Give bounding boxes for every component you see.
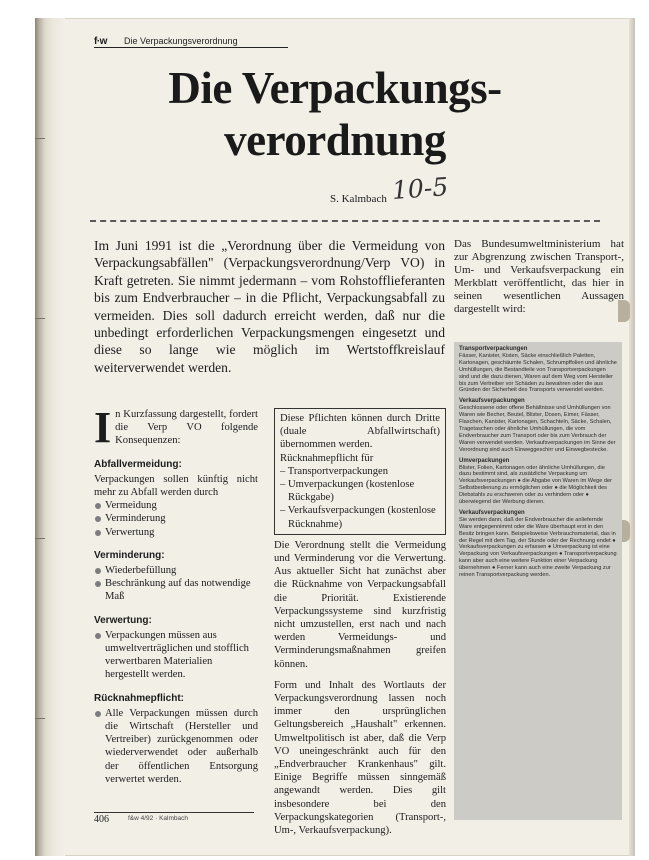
list-item: Vermeidung <box>94 499 258 512</box>
list-item: – Umverpackungen (kostenlose Rückgabe) <box>280 478 440 504</box>
list-item: Verminderung <box>94 512 258 525</box>
definitions-sidebar <box>454 342 622 820</box>
body-paragraph: Die Verordnung stellt die Vermeidung und Verminderung vor die Verwertung. Aus aktueller Sicht hat zunächst aber die Rücknahme von Verpackungsabfall die Priorität. Existierende Verpackungssysteme sind kurzfristig nicht umzustellen, erst nach und nach werden Vermeidungs- und Verminderungsmaßnahmen greifen können. <box>274 539 446 670</box>
section-heading: Verminderung: <box>94 549 165 561</box>
sidebar-text: Blister, Folien, Kartonagen oder ähnliche Umhüllungen, die dazu bestimmt sind, als zusätzliche Verpackung um Verkaufsverpackungen ● die Abgabe von Waren im Wege der Selbstbedienung zu ermöglichen oder ● die Möglichkeit des Diebstahls zu erschweren oder zu verhindern oder ● überwiegend der Werbung dienen. <box>459 464 612 506</box>
list-item: Verpackungen müssen aus umweltverträglichen und stofflich verwertbaren Materialien hergestellt werden. <box>94 629 258 682</box>
author-byline: S. Kalmbach <box>330 193 387 205</box>
box-heading: Rücknahmepflicht für <box>280 452 374 464</box>
column-middle <box>274 408 446 837</box>
bullet-list <box>94 629 258 682</box>
sidebar-text: Geschlossene oder offene Behältnisse und Umhüllungen von Waren wie Becher, Beutel, Blister, Dosen, Eimer, Fässer, Flaschen, Kanister, Kartonagen, Schachteln, Säcke, Schalen, Tragetaschen oder ähnliche Umhüllungen, die vom Endverbraucher zum Transport oder bis zum Verbrauch der Waren verwendet werden. Verkaufsverpackungen im Sinne der Verordnung sind auch Einweggeschirr und Einwegbestecke. <box>459 405 616 453</box>
sidebar-heading: Verkaufsverpackungen <box>459 509 525 516</box>
dashed-separator <box>90 220 600 222</box>
body-paragraph: Form und Inhalt des Wortlauts der Verpackungsverordnung lassen noch immer den ursprünglichen Geltungsbereich „Haushalt" erkennen. Umweltpolitisch ist aber, daß die Verp VO uneingeschränkt auch für den „Endverbraucher Krankenhaus" gilt. Einige Begriffe müssen sinngemäß angewandt werden. Dies gilt insbesondere bei den Verpackungskategorien (Transport-, Um-, Verkaufsverpackung). <box>274 679 446 837</box>
running-title: Die Verpackungsverordnung <box>124 36 238 46</box>
right-intro-paragraph: Das Bundesumweltministerium hat zur Abgrenzung zwischen Transport-, Um- und Verkaufsverpackung ein Merkblatt veröffentlicht, das hier in seinen wesentlichen Aussagen dargestellt wird: <box>454 238 624 315</box>
bullet-list <box>94 499 258 539</box>
obligations-box <box>274 408 446 535</box>
list-item: Wiederbefüllung <box>94 564 258 577</box>
footer-rule <box>94 812 254 813</box>
section-heading: Rücknahmepflicht: <box>94 692 185 704</box>
list-item: – Transportverpackungen <box>280 465 440 478</box>
box-list <box>280 465 440 531</box>
list-item: Alle Verpackungen müssen durch die Wirtschaft (Hersteller und Vertreiber) zurückgenommen oder wiederverwendet oder außerhalb der öffentlichen Entsorgung verwertet werden. <box>94 707 258 786</box>
handwritten-note: 10-5 <box>391 172 450 205</box>
section-heading: Abfallvermeidung: <box>94 458 182 470</box>
box-intro: Diese Pflichten können durch Dritte (duale Abfallwirtschaft) übernommen werden. <box>280 413 440 451</box>
section-heading: Verwertung: <box>94 614 152 626</box>
sidebar-text: Sie werden dann, daß der Endverbraucher die anliefernde Ware entgegennimmt oder die Ware überhaupt erst in den Besitz bringen kann. Beispielsweise Verbrauchsmaterial, das in der Regel mit dem Tag, der Stunde oder der Rechnung endet ● Verkaufsverpackungen zu erfassen ● Umverpackung ist eine Verpackung von Verkaufsverpackungen ● Transportverpackung kann aber auch eine weitere Funktion einer Verpackung übernehmen ● Ferner kann auch eine zweite Verpackung zur reinen Transportverpackung werden. <box>459 516 617 579</box>
bullet-list <box>94 707 258 786</box>
lead-paragraph: Im Juni 1991 ist die „Verordnung über die Vermeidung von Verpackungsabfällen" (Verpackungsverordnung/Verp VO) in Kraft getreten. Sie nimmt jedermann – vom Rohstofflieferanten bis zum Endverbraucher – in die Pflicht, Verpackungsabfall zu vermeiden. Dies soll dadurch erreicht werden, daß nur die unbedingt erforderlichen Verpackungsmengen eingesetzt und diese so lange wie möglich im Wertstoffkreislauf weiterverwendet werden. <box>94 238 445 375</box>
column-left <box>94 403 258 786</box>
list-item: Beschränkung auf das notwendige Maß <box>94 577 258 603</box>
list-item: – Verkaufsverpackungen (kostenlose Rücknahme) <box>280 504 440 530</box>
article-title-line2: verordnung <box>224 115 446 165</box>
bullet-list <box>94 564 258 604</box>
sidebar-text: Fässer, Kanister, Kisten, Säcke einschließlich Paletten, Kartonagen, geschäumte Schalen, Schrumpffolien und ähnliche Umhüllungen, die Bestandteile von Transportverpackungen sind und die dazu dienen, Waren auf dem Weg vom Hersteller bis zum Vertreiber vor Schäden zu bewahren oder die aus Gründen der Sicherheit des Transports verwendet werden. <box>459 352 617 394</box>
header-rule <box>94 47 288 48</box>
intro-paragraph <box>94 403 258 452</box>
list-item: Verwertung <box>94 526 258 539</box>
intro-text: n Kurzfassung dargestellt, fordert die Verp VO folgende Konsequenzen: <box>115 409 258 447</box>
sidebar-heading: Verkaufsverpackungen <box>459 398 525 405</box>
journal-logo: f·w <box>94 36 107 47</box>
section-text: Verpackungen sollen künftig nicht mehr zu Abfall werden durch <box>94 473 258 499</box>
drop-cap: I <box>94 403 112 452</box>
article-title-line1: Die Verpackungs- <box>168 63 502 113</box>
footer-source: f&w 4/92 · Kalmbach <box>128 815 188 822</box>
sidebar-heading: Transportverpackungen <box>459 346 528 352</box>
sidebar-heading: Umverpackungen <box>459 457 510 464</box>
page-number: 406 <box>94 814 109 825</box>
